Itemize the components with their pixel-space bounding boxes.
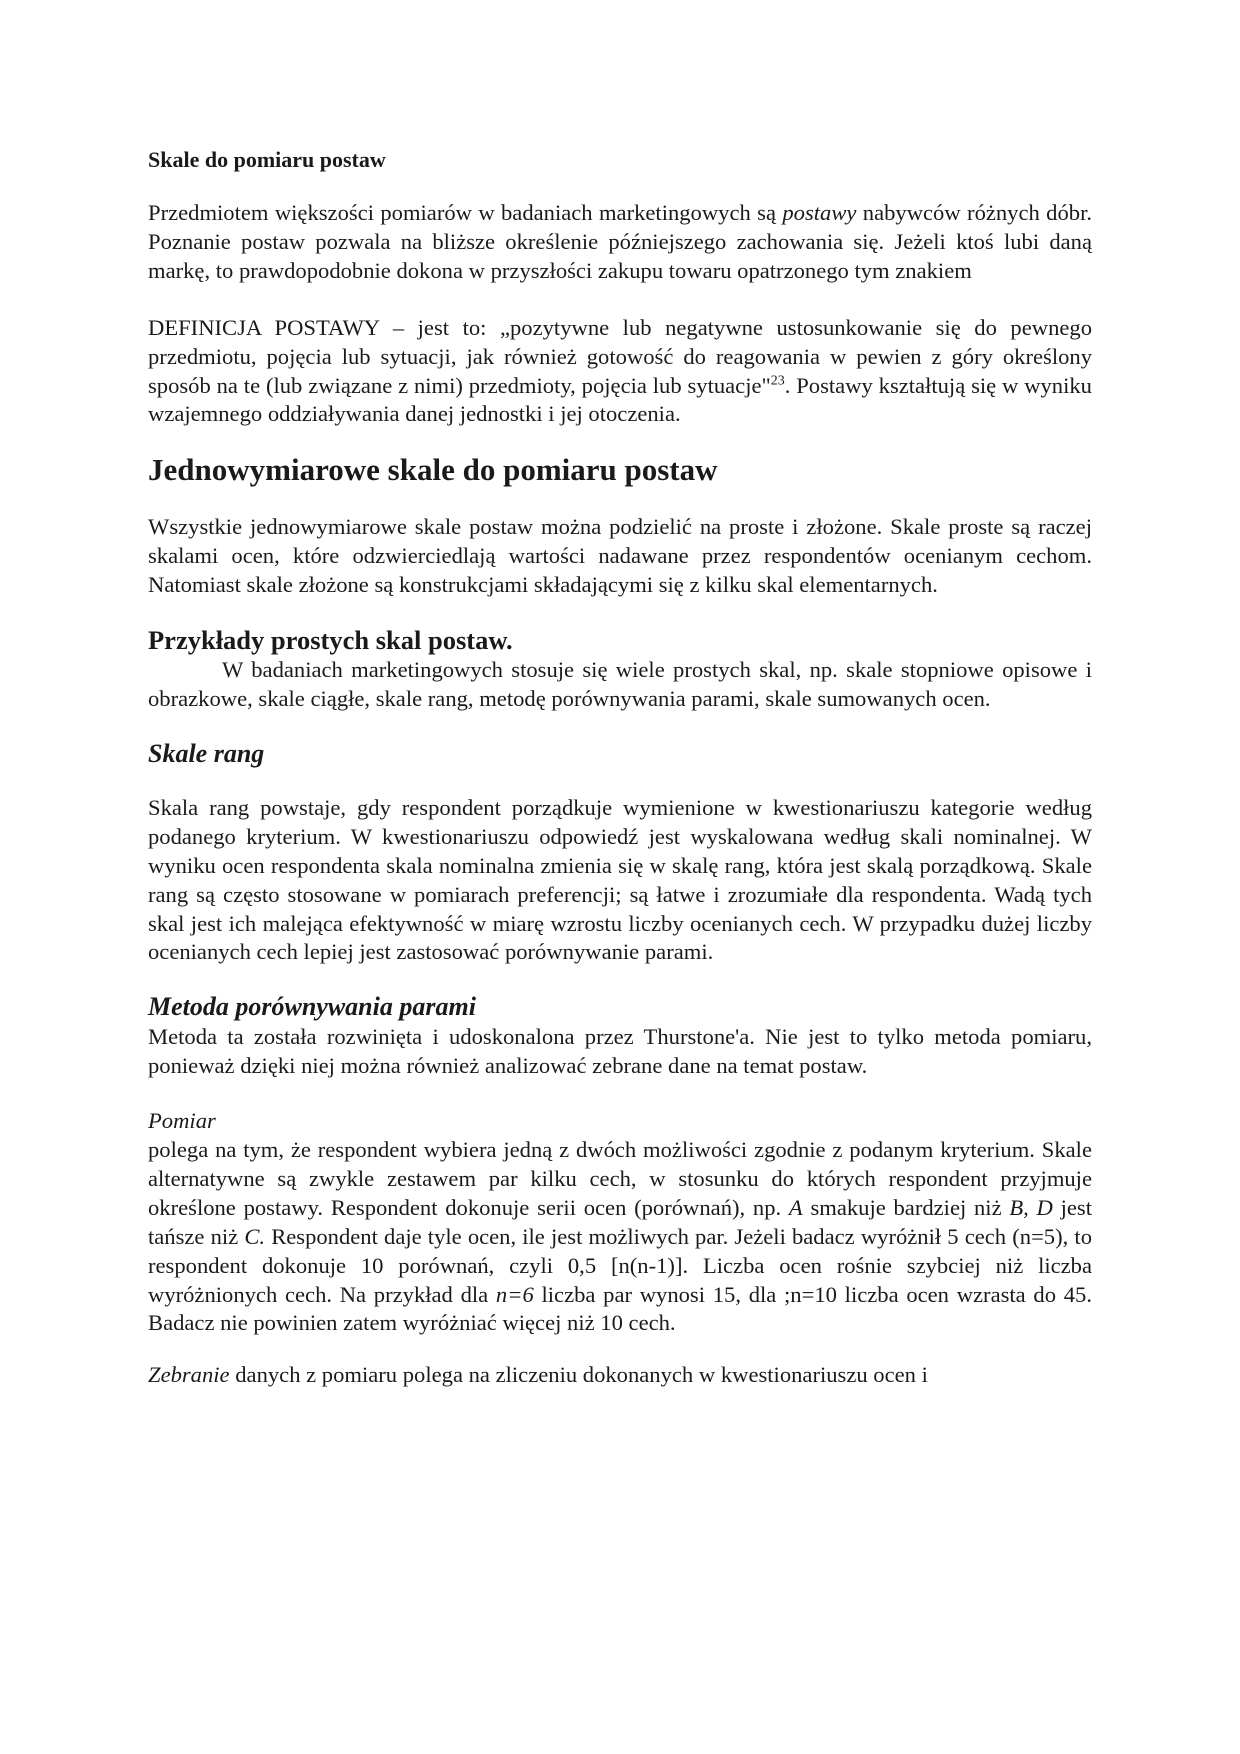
section-paragraph-pairwise: Metoda ta została rozwinięta i udoskonalona przez Thurstone'a. Nie jest to tylko metoda pomiaru, ponieważ dzięki niej można również analizować zebrane dane na temat postaw. [148,1024,1092,1079]
intro-paragraph [148,199,1092,286]
intro-text-2: nabywców różnych dóbr. Poznanie postaw pozwala na bliższe określenie późniejszego zachowania się. Jeżeli ktoś lubi daną markę, to prawdopodobnie dokona w przyszłości zakupu towaru opatrzonego tym znakiem [148,200,1092,283]
document-page [148,146,1092,1390]
section-heading-rank-scales: Skale rang [148,738,265,768]
footnote-marker[interactable]: 23 [770,373,785,388]
section-paragraph-simple-scales: W badaniach marketingowych stosuje się wiele prostych skal, np. skale stopniowe opisowe i obrazkowe, skale ciągłe, skale rang, metodę porównywania parami, skale sumowanych ocen. [148,657,1092,711]
closing-text: danych z pomiaru polega na zliczeniu dokonanych w kwestionariuszu ocen i [229,1362,928,1388]
section-heading-measurement: Pomiar [148,1108,216,1134]
intro-text-1: Przedmiotem większości pomiarów w badaniach marketingowych są [148,200,783,225]
measurement-text-4: Respondent daje tyle ocen, ile jest możliwych par. Jeżeli badacz wyróżnił 5 cech (n=5), to respondent dokonuje 10 porównań, czyli 0,5 [n(n-1)]. Liczba ocen rośnie szybciej niż liczba wyróżnionych cech. Na przykład dla [148,1223,1092,1307]
document-title: Skale do pomiaru postaw [148,147,386,172]
measurement-em-bd: B, D [1009,1194,1053,1220]
section-paragraph-rank-scales: Skala rang powstaje, gdy respondent porządkuje wymienione w kwestionariuszu kategorie według podanego kryterium. W kwestionariuszu odpowiedź jest wyskalowana według skali nominalnej. W wyniku ocen respondenta skala nominalna zmienia się w skalę rang, która jest skalą porządkową. Skale rang są często stosowane w pomiarach preferencji; są łatwe i zrozumiałe dla respondenta. Wadą tych skal jest ich malejąca efektywność w miarę wzrostu liczby ocenianych cech. W przypadku dużej liczby ocenianych cech lepiej jest zastosować porównywanie parami. [148,794,1092,965]
section-heading-simple-scales: Przykłady prostych skal postaw. [148,625,513,656]
definition-after: . Postawy kształtują się w wyniku wzajemnego oddziaływania danej jednostki i jej otoczenia. [148,372,1092,427]
definition-paragraph [148,314,1092,430]
measurement-em-n6: n=6 [495,1281,534,1307]
section-paragraph-unidimensional: Wszystkie jednowymiarowe skale postaw można podzielić na proste i złożone. Skale proste są raczej skalami ocen, które odzwierciedlają wartości nadawane przez respondentów ocenianym cechom. Natomiast skale złożone są konstrukcjami składającymi się z kilku skal elementarnych. [148,514,1092,598]
closing-paragraph [148,1361,1092,1390]
intro-emphasis: postawy [782,200,857,225]
measurement-em-a: A [788,1194,803,1220]
measurement-text-2: smakuje bardziej niż [802,1194,1010,1220]
section-heading-unidimensional: Jednowymiarowe skale do pomiaru postaw [148,452,718,488]
section-heading-pairwise: Metoda porównywania parami [148,992,476,1022]
measurement-text-1: polega na tym, że respondent wybiera jedną z dwóch możliwości zgodnie z podanym kryterium. Skale alternatywne są zwykle zestawem par kilku cech, w stosunku do których respondent przyjmuje określone postawy. Respondent dokonuje serii ocen (porównań), np. [148,1137,1092,1220]
measurement-em-c: C. [244,1223,266,1249]
section-paragraph-measurement [148,1136,1092,1338]
measurement-text-3: jest tańsze niż [148,1194,1092,1249]
measurement-text-5: liczba par wynosi 15, dla ;n=10 liczba ocen wzrasta do 45. Badacz nie powinien zatem wyróżniać więcej niż 10 cech. [148,1281,1092,1336]
closing-emphasis: Zebranie [148,1362,230,1388]
definition-text: DEFINICJA POSTAWY – jest to: „pozytywne lub negatywne ustosunkowanie się do pewnego przedmiotu, pojęcia lub sytuacji, jak również gotowość do reagowania w pewien z góry określony sposób na te (lub związane z nimi) przedmioty, pojęcia lub sytuacje" [148,314,1092,398]
